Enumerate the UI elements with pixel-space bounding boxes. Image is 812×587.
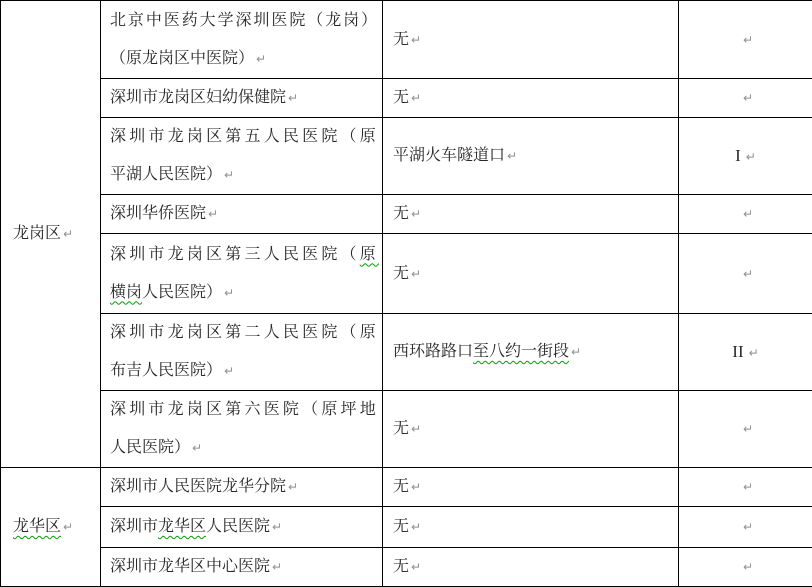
cell-text: 深圳市龙岗区第二人民医院（原: [110, 324, 379, 341]
grade-cell[interactable]: [679, 1, 812, 79]
hospital-name-line: [110, 195, 380, 233]
grammar-flagged-text: 原: [360, 246, 379, 263]
table-row: [1, 548, 812, 587]
hospital-cell[interactable]: [101, 314, 383, 391]
paragraph-mark-icon: ↵: [63, 520, 73, 534]
cell-text: 深圳市: [110, 518, 158, 535]
table-row: [1, 468, 812, 507]
road-cell[interactable]: [383, 118, 679, 195]
road-cell[interactable]: [383, 195, 679, 234]
cell-text: 西环路路口: [393, 343, 473, 360]
paragraph-mark-icon: ↵: [411, 422, 421, 436]
road-name-line: [393, 255, 678, 293]
hospital-name-line: [110, 391, 380, 429]
grade-cell[interactable]: [679, 195, 812, 234]
paragraph-mark-icon: ↵: [288, 91, 298, 105]
cell-text: （原龙岗区中医院）: [110, 50, 254, 67]
road-name-line: [393, 21, 678, 59]
paragraph-mark-icon: ↵: [743, 422, 753, 436]
grade-cell[interactable]: [679, 391, 812, 468]
hospital-cell[interactable]: [101, 79, 383, 118]
hospital-name-line: [110, 548, 380, 586]
cell-text: 人民医院: [206, 518, 270, 535]
hospital-cell[interactable]: [101, 507, 383, 548]
grade-cell[interactable]: [679, 314, 812, 391]
cell-text: 深圳市龙岗区第六医院（原坪地: [110, 401, 379, 418]
table-row: [1, 1, 812, 79]
paragraph-mark-icon: ↵: [288, 480, 298, 494]
table-row: [1, 314, 812, 391]
table-row: [1, 195, 812, 234]
road-name-line: [393, 468, 678, 506]
paragraph-mark-icon: ↵: [411, 33, 421, 47]
paragraph-mark-icon: ↵: [224, 168, 234, 182]
cell-text: 平湖人民医院）: [110, 166, 222, 183]
grade-value: II: [732, 342, 743, 361]
paragraph-mark-icon: ↵: [743, 267, 753, 281]
district-label: [13, 508, 100, 546]
paragraph-mark-icon: ↵: [256, 52, 266, 66]
cell-text: 深圳市人民医院龙华分院: [110, 478, 286, 495]
paragraph-mark-icon: ↵: [411, 560, 421, 574]
hospital-name-line: [110, 79, 380, 117]
grade-cell[interactable]: [679, 507, 812, 548]
grade-cell[interactable]: [679, 79, 812, 118]
table-row: [1, 391, 812, 468]
hospital-name-line: [110, 2, 380, 40]
cell-text: 布吉人民医院）: [110, 362, 222, 379]
paragraph-mark-icon: ↵: [272, 520, 282, 534]
table-body: [1, 1, 812, 587]
road-cell[interactable]: [383, 314, 679, 391]
hospital-cell[interactable]: [101, 195, 383, 234]
paragraph-mark-icon: ↵: [507, 149, 517, 163]
road-cell[interactable]: [383, 548, 679, 587]
cell-text: 无: [393, 478, 409, 495]
district-cell[interactable]: [1, 1, 101, 468]
cell-text: 无: [393, 265, 409, 282]
cell-text: 北京中医药大学深圳医院（龙岗）: [110, 12, 379, 29]
table-row: [1, 79, 812, 118]
cell-text: 深圳市龙岗区第五人民医院（原: [110, 128, 379, 145]
hospital-cell[interactable]: [101, 234, 383, 314]
cell-text: 无: [393, 558, 409, 575]
hospital-name-line: [110, 508, 380, 546]
grade-value: I: [735, 146, 741, 165]
paragraph-mark-icon: ↵: [749, 346, 759, 360]
district-label: [13, 215, 100, 253]
paragraph-mark-icon: ↵: [224, 364, 234, 378]
hospital-cell[interactable]: [101, 548, 383, 587]
road-cell[interactable]: [383, 507, 679, 548]
paragraph-mark-icon: ↵: [411, 480, 421, 494]
cell-text: 无: [393, 420, 409, 437]
hospital-name-line: [110, 352, 380, 390]
paragraph-mark-icon: ↵: [411, 520, 421, 534]
grade-cell[interactable]: [679, 234, 812, 314]
paragraph-mark-icon: ↵: [411, 91, 421, 105]
paragraph-mark-icon: ↵: [743, 91, 753, 105]
hospital-name-line: [110, 156, 380, 194]
paragraph-mark-icon: ↵: [208, 207, 218, 221]
cell-text: 龙岗区: [13, 225, 61, 242]
hospital-cell[interactable]: [101, 1, 383, 79]
cell-text: 无: [393, 31, 409, 48]
grammar-flagged-text: 龙华区: [158, 518, 206, 535]
road-name-line: [393, 333, 678, 371]
district-cell[interactable]: [1, 468, 101, 587]
paragraph-mark-icon: ↵: [571, 345, 581, 359]
grammar-flagged-text: 横岗: [110, 284, 142, 301]
grade-cell[interactable]: [679, 548, 812, 587]
paragraph-mark-icon: ↵: [743, 207, 753, 221]
grade-cell[interactable]: [679, 468, 812, 507]
paragraph-mark-icon: ↵: [743, 520, 753, 534]
cell-text: 平湖火车隧道口: [393, 147, 505, 164]
road-name-line: [393, 79, 678, 117]
road-cell[interactable]: [383, 468, 679, 507]
paragraph-mark-icon: ↵: [272, 560, 282, 574]
cell-text: 无: [393, 89, 409, 106]
grammar-flagged-text: 至八约一街段: [473, 343, 569, 360]
cell-text: 人民医院）: [142, 284, 222, 301]
hospital-name-line: [110, 236, 380, 274]
paragraph-mark-icon: ↵: [743, 33, 753, 47]
paragraph-mark-icon: ↵: [411, 207, 421, 221]
cell-text: 深圳市龙岗区妇幼保健院: [110, 89, 286, 106]
hospital-cell[interactable]: [101, 118, 383, 195]
paragraph-mark-icon: ↵: [746, 150, 756, 164]
hospital-name-line: [110, 429, 380, 467]
paragraph-mark-icon: ↵: [192, 441, 202, 455]
road-name-line: [393, 508, 678, 546]
hospital-name-line: [110, 314, 380, 352]
road-cell[interactable]: [383, 79, 679, 118]
road-name-line: [393, 137, 678, 175]
cell-text: 人民医院）: [110, 439, 190, 456]
hospital-name-line: [110, 40, 380, 78]
cell-text: 无: [393, 518, 409, 535]
paragraph-mark-icon: ↵: [224, 286, 234, 300]
hospital-name-line: [110, 468, 380, 506]
paragraph-mark-icon: ↵: [743, 560, 753, 574]
cell-text: 无: [393, 205, 409, 222]
table-row: [1, 234, 812, 314]
cell-text: 深圳市龙华区中心医院: [110, 558, 270, 575]
road-cell[interactable]: [383, 234, 679, 314]
road-name-line: [393, 548, 678, 586]
table-row: [1, 507, 812, 548]
hospital-cell[interactable]: [101, 468, 383, 507]
table-row: [1, 118, 812, 195]
grade-cell[interactable]: [679, 118, 812, 195]
paragraph-mark-icon: ↵: [411, 267, 421, 281]
hospital-name-line: [110, 118, 380, 156]
paragraph-mark-icon: ↵: [63, 227, 73, 241]
road-name-line: [393, 410, 678, 448]
grammar-flagged-text: 龙华区: [13, 518, 61, 535]
cell-text: 深圳市龙岗区第三人民医院（: [110, 246, 360, 263]
road-cell[interactable]: [383, 1, 679, 79]
hospital-cell[interactable]: [101, 391, 383, 468]
paragraph-mark-icon: ↵: [743, 480, 753, 494]
road-cell[interactable]: [383, 391, 679, 468]
hospital-name-line: [110, 274, 380, 312]
cell-text: 深圳华侨医院: [110, 205, 206, 222]
road-name-line: [393, 195, 678, 233]
